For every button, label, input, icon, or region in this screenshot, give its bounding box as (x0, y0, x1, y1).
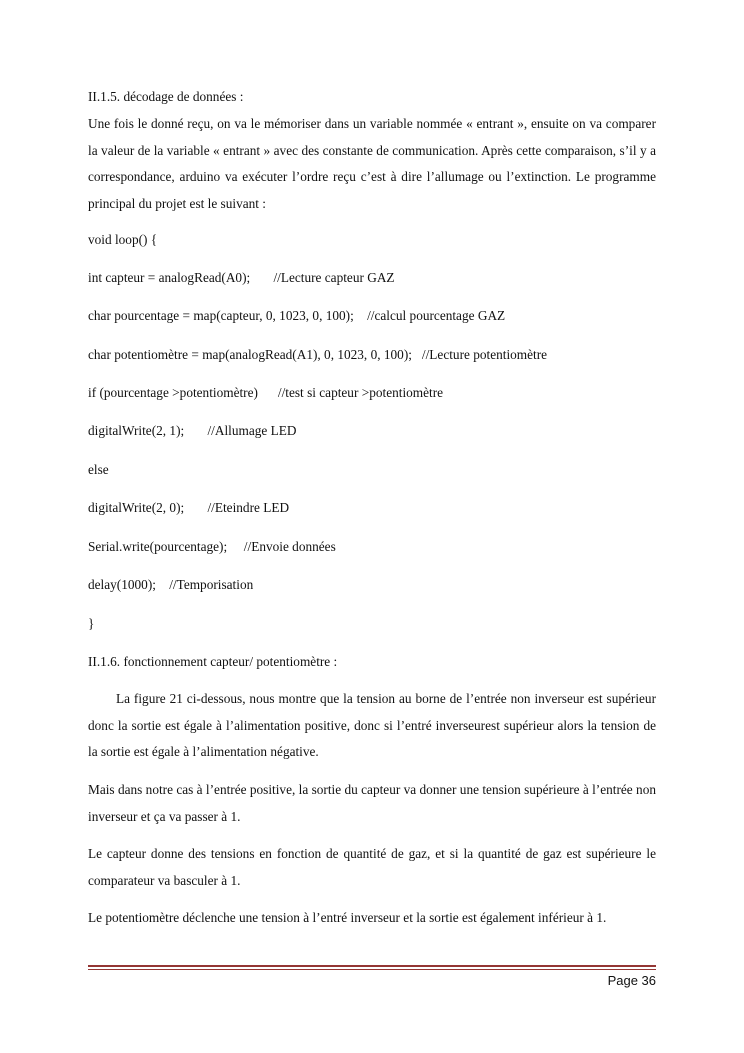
page-number: Page 36 (607, 973, 656, 988)
section-heading-2-1-6: II.1.6. fonctionnement capteur/ potentiomètre : (88, 654, 338, 669)
footer-rule-thin (88, 969, 656, 970)
code-line: int capteur = analogRead(A0); //Lecture capteur GAZ (88, 270, 395, 285)
code-line: else (88, 462, 109, 477)
code-line: void loop() { (88, 232, 158, 247)
code-line: } (88, 616, 95, 631)
code-line: char pourcentage = map(capteur, 0, 1023, 0, 100); //calcul pourcentage GAZ (88, 308, 506, 323)
body-paragraph: La figure 21 ci-dessous, nous montre que la tension au borne de l’entrée non inverseur est supérieur donc la sortie est égale à l’alimentation positive, donc si l’entré inverseurest supérieur alors la tension de la sortie est égale à l’alimentation négative. (88, 691, 656, 760)
code-line: digitalWrite(2, 0); //Eteindre LED (88, 500, 290, 515)
code-line: if (pourcentage >potentiomètre) //test si capteur >potentiomètre (88, 385, 444, 400)
body-paragraph: Le capteur donne des tensions en fonction de quantité de gaz, et si la quantité de gaz est supérieure le comparateur va basculer à 1. (88, 846, 656, 888)
code-line: char potentiomètre = map(analogRead(A1), 0, 1023, 0, 100); //Lecture potentiomètre (88, 347, 548, 362)
code-line: digitalWrite(2, 1); //Allumage LED (88, 423, 297, 438)
code-line: delay(1000); //Temporisation (88, 577, 254, 592)
section-heading-2-1-5: II.1.5. décodage de données : (88, 89, 244, 104)
body-paragraph: Mais dans notre cas à l’entrée positive, la sortie du capteur va donner une tension supérieure à l’entrée non inverseur et ça va passer à 1. (88, 782, 656, 824)
intro-paragraph: Une fois le donné reçu, on va le mémoriser dans un variable nommée « entrant », ensuite on va comparer la valeur de la variable « entrant » avec des constante de communication. Après cette comparaison, s’il y a correspondance, arduino va exécuter l’ordre reçu c’est à dire l’allumage ou l’extinction. Le programme principal du projet est le suivant : (88, 116, 656, 211)
code-line: Serial.write(pourcentage); //Envoie données (88, 539, 336, 554)
footer-rule-thick (88, 965, 656, 967)
body-paragraph: Le potentiomètre déclenche une tension à l’entré inverseur et la sortie est également inférieur à 1. (88, 910, 607, 925)
